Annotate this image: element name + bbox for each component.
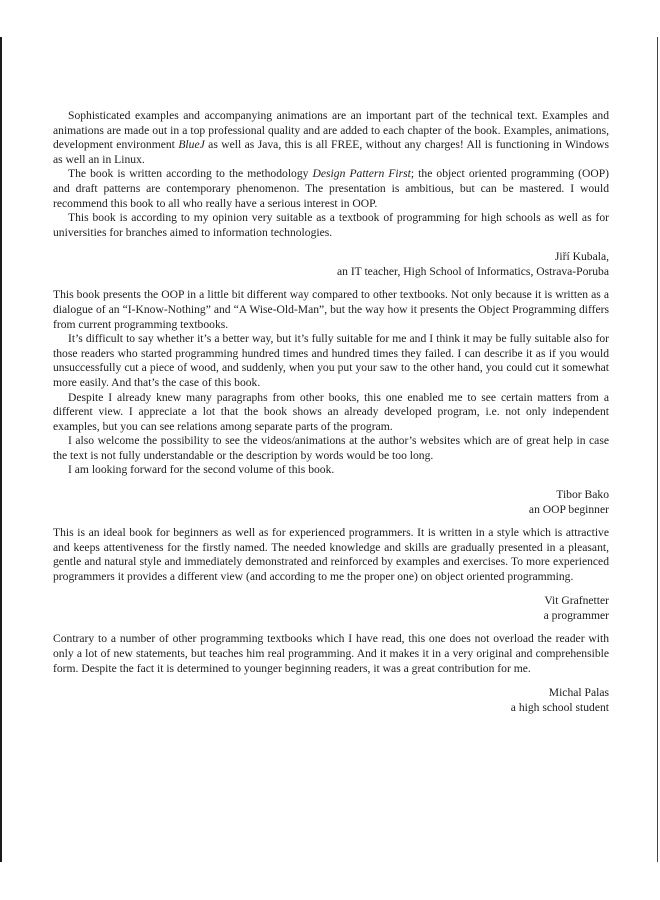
reviewer-signature <box>53 249 609 279</box>
reviewer-signature <box>53 593 609 623</box>
text-segment: This is an ideal book for beginners as well as for experienced programmers. It is written in a style which is attractive and keeps attentiveness for the firstly named. The needed knowledge and skills are gradually presented in a pleasant, gentle and natural style and immediately demonstrated and reinforced by examples and exercises. To more experienced programmers it provides a different view (and according to me the proper one) on object oriented programming. <box>53 526 609 583</box>
text-segment: Contrary to a number of other programming textbooks which I have read, this one does not overload the reader with only a lot of new statements, but teaches him real programming. And it makes it in a very original and comprehensible form. Despite the fact it is determined to younger beginning readers, it was a great contribution for me. <box>53 632 609 675</box>
review-paragraph <box>53 288 609 332</box>
page-left-edge <box>0 37 2 862</box>
text-segment: Sophisticated examples and accompanying animations are an important part of the technical text. Examples and animations are made out in a top professional quality and are added to each chapter of the book. Examples, animations, development environment <box>53 109 609 152</box>
text-segment: Despite I already knew many paragraphs from other books, this one enabled me to see certain matters from a different view. I appreciate a lot that the book shows an already developed program, i.e. not only independent examples, but you can see relations among separate parts of the program. <box>53 390 609 433</box>
text-segment: This book is according to my opinion very suitable as a textbook of programming for high schools as well as for universities for branches aimed to information technologies. <box>53 211 609 239</box>
text-segment: This book presents the OOP in a little bit different way compared to other textbooks. Not only because it is written as a dialogue of an “I-Know-Nothing” and “A Wise-Old-Man”, but the way how it presents the Object Programming differs from current programming textbooks. <box>53 288 609 331</box>
reviewer-role: a high school student <box>510 701 609 715</box>
reviewer-role: an IT teacher, High School of Informatics, Ostrava-Poruba <box>336 265 609 279</box>
page-right-edge <box>657 37 658 862</box>
reviewer-name: Tibor Bako <box>556 488 609 502</box>
document-page <box>53 109 609 715</box>
reviewer-signature <box>53 685 609 715</box>
text-segment: The book is written according to the methodology <box>68 167 313 181</box>
reviews-list <box>53 109 609 715</box>
review-block <box>53 109 609 279</box>
reviewer-role: a programmer <box>543 609 609 623</box>
text-segment: as well as Java, this is all FREE, without any charges! All is functioning in Windows as well an in Linux. <box>53 138 609 166</box>
review-paragraph <box>53 526 609 584</box>
review-paragraph <box>53 109 609 167</box>
text-segment: I am looking forward for the second volume of this book. <box>68 463 335 477</box>
review-paragraph <box>53 391 609 435</box>
review-paragraph <box>53 167 609 211</box>
text-segment: ; the object oriented programming (OOP) and draft patterns are contemporary phenomenon. The presentation is ambitious, but can be mastered. I would recommend this book to all who really have a serious interest in OOP. <box>53 167 610 210</box>
reviewer-name: Michal Palas <box>548 686 609 700</box>
reviewer-role: an OOP beginner <box>528 503 609 517</box>
reviewer-signature <box>53 487 609 517</box>
text-segment: I also welcome the possibility to see the videos/animations at the author’s websites which are of great help in case the text is not fully understandable or the description by words would be too long. <box>53 434 609 462</box>
review-block <box>53 632 609 715</box>
review-block <box>53 526 609 623</box>
reviewer-name: Jiří Kubala, <box>554 250 609 264</box>
review-paragraph <box>53 632 609 676</box>
review-paragraph <box>53 463 609 478</box>
review-paragraph <box>53 434 609 463</box>
reviewer-name: Vit Grafnetter <box>544 594 609 608</box>
review-block <box>53 288 609 517</box>
text-segment: It’s difficult to say whether it’s a better way, but it’s fully suitable for me and I think it may be fully suitable also for those readers who started programming hundred times and hundred times they failed. I can describe it as if you would unsuccessfully cut a piece of wood, and suddenly, when you put your saw to the other hand, you could cut it somewhat more easily. And that’s the case of this book. <box>53 332 609 389</box>
emphasized-term: BlueJ <box>178 138 205 152</box>
emphasized-term: Design Pattern First <box>312 167 411 181</box>
review-paragraph <box>53 211 609 240</box>
review-paragraph <box>53 332 609 390</box>
